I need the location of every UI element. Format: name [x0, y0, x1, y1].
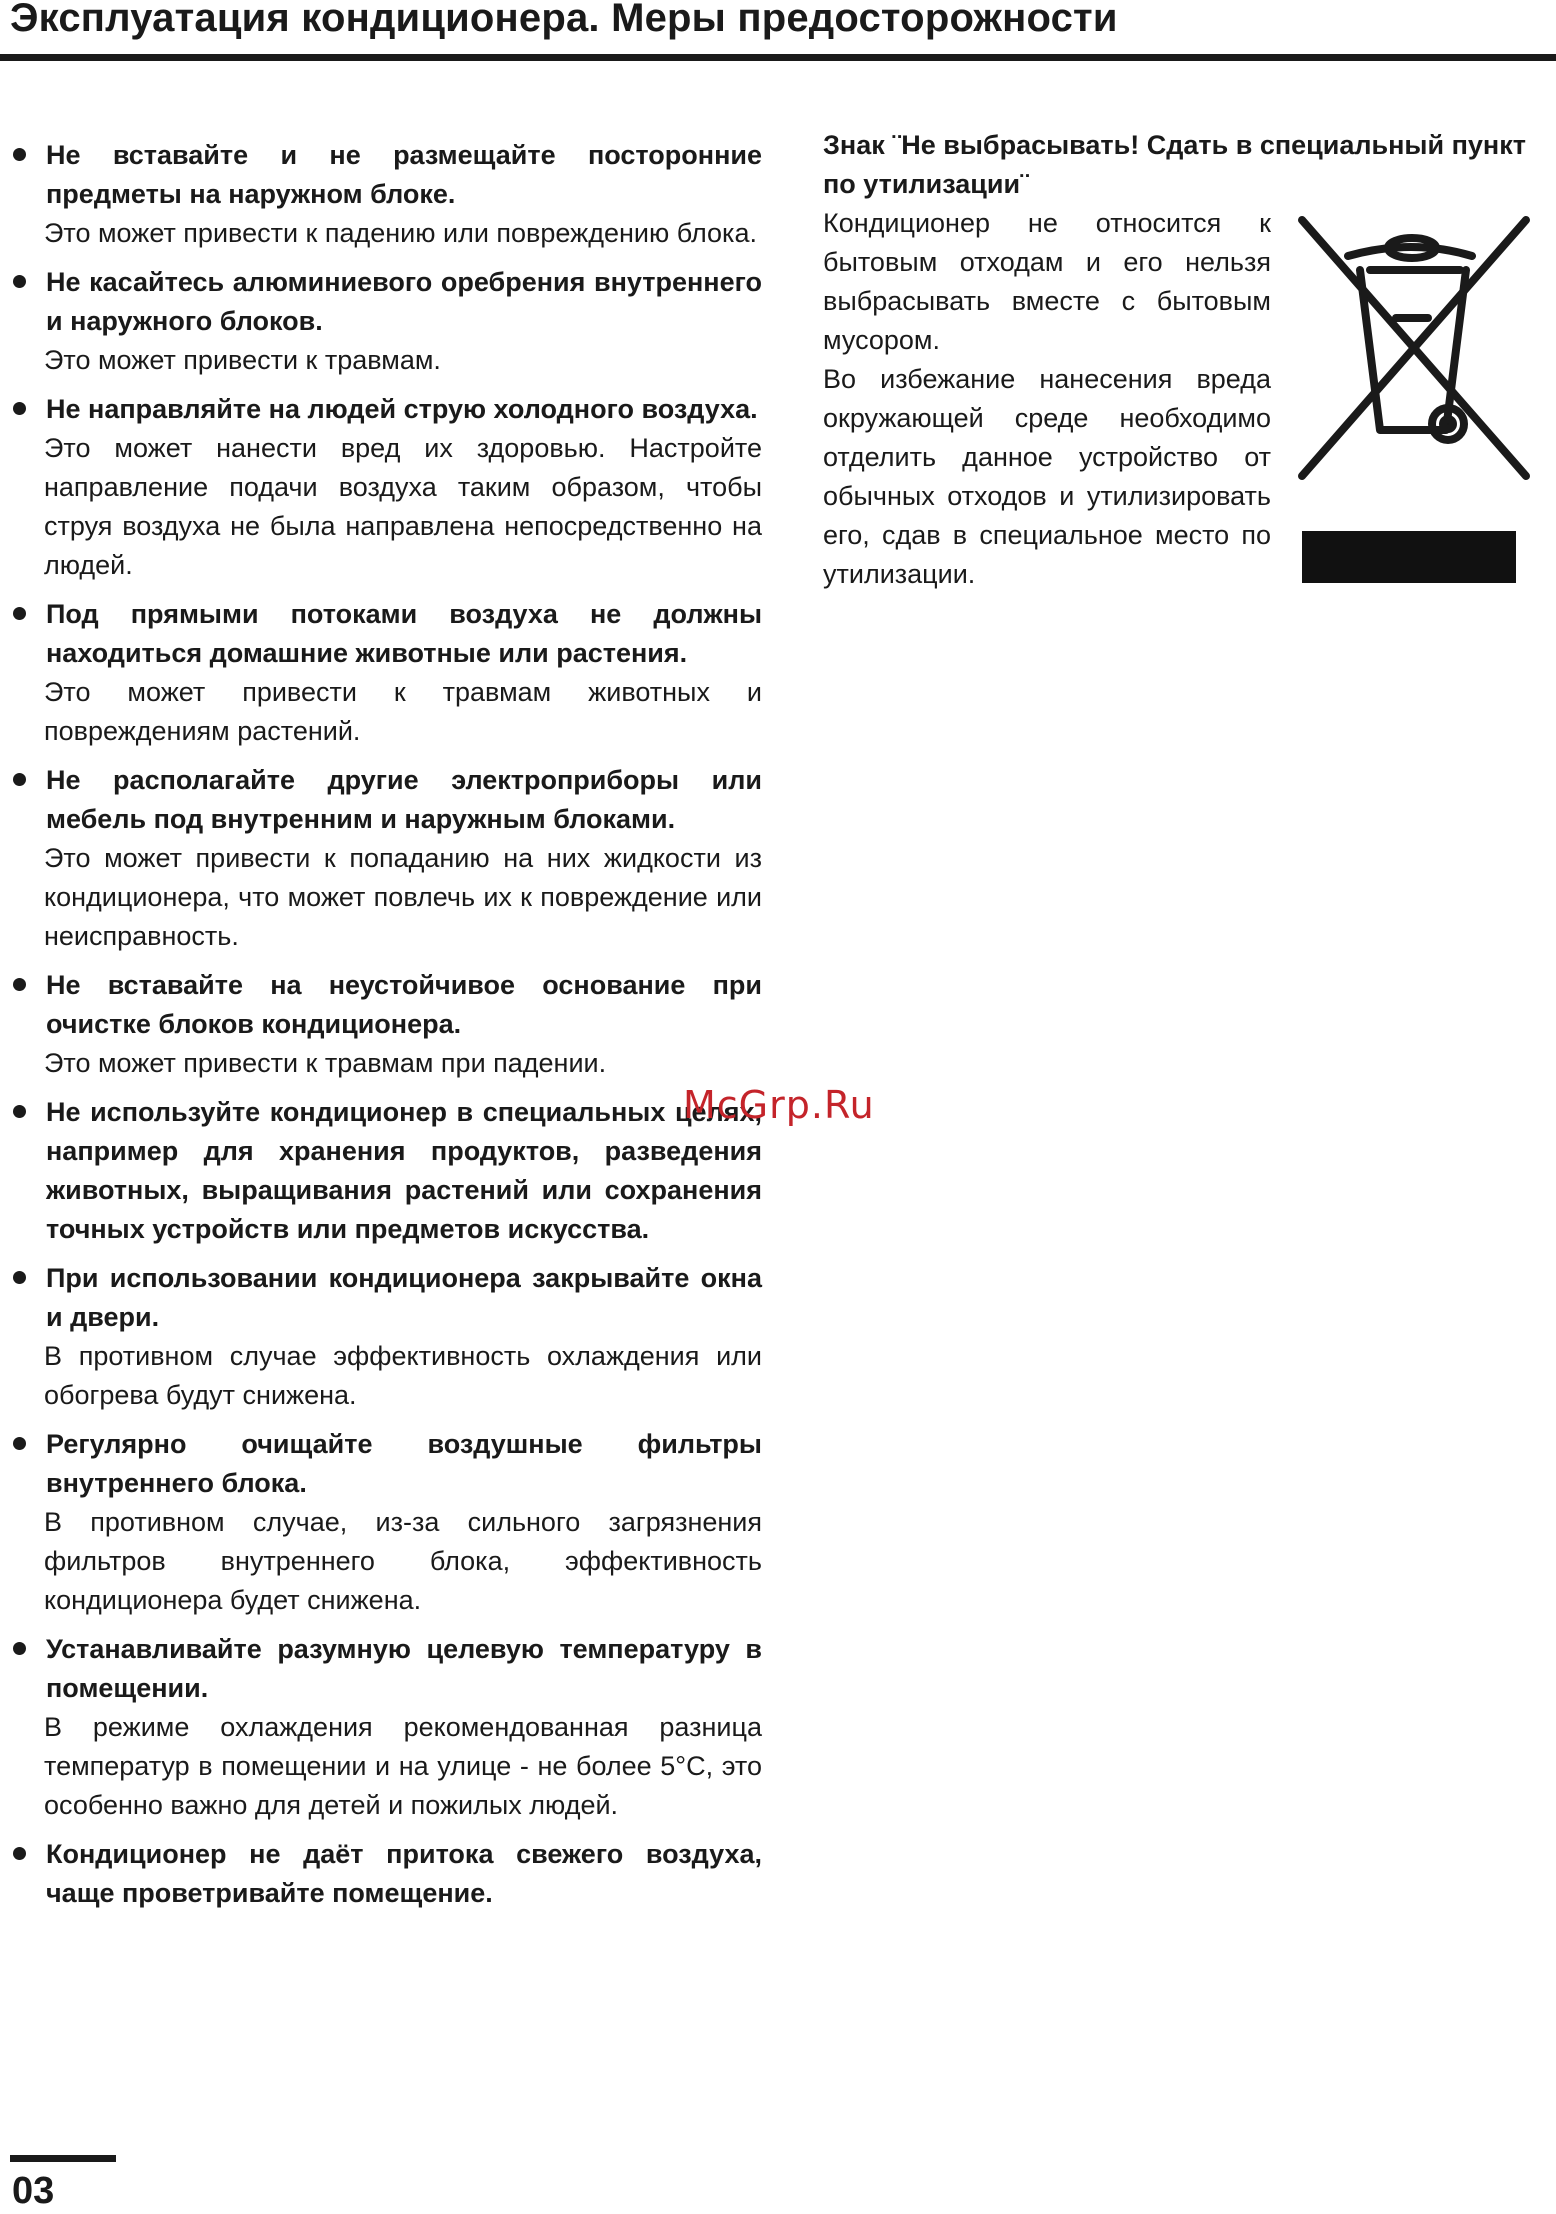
list-item: [10, 1425, 762, 1620]
item-text: В режиме охлаждения рекомендованная разница температур в помещении и на улице - не более 5°С, это особенно важно для детей и пожилых людей.: [44, 1712, 762, 1820]
title-divider: [0, 54, 1556, 61]
bullet-icon: [13, 607, 26, 620]
watermark: McGrp.Ru: [683, 1083, 875, 1127]
page-number: 03: [12, 2170, 55, 2212]
list-item: [10, 595, 762, 751]
bullet-icon: [13, 1105, 26, 1118]
list-item: [10, 390, 762, 585]
list-item: [10, 136, 762, 253]
bullet-icon: [13, 402, 26, 415]
item-text: В противном случае, из-за сильного загрязнения фильтров внутреннего блока, эффективность кондиционера будет снижена.: [44, 1507, 762, 1615]
item-heading: Не направляйте на людей струю холодного воздуха.: [46, 394, 758, 424]
list-item: [10, 1835, 762, 1913]
bullet-icon: [13, 148, 26, 161]
precautions-list: [10, 136, 762, 1923]
bullet-icon: [13, 978, 26, 991]
item-heading: Не вставайте и не размещайте посторонние предметы на наружном блоке.: [46, 140, 762, 209]
item-heading: Не используйте кондиционер в специальных целях, например для хранения продуктов, разведения животных, выращивания растений или сохранения точных устройств или предметов искусства.: [46, 1097, 762, 1244]
item-text: В противном случае эффективность охлаждения или обогрева будут снижена.: [44, 1341, 762, 1410]
item-heading: Кондиционер не даёт притока свежего воздуха, чаще проветривайте помещение.: [46, 1839, 762, 1908]
list-item: [10, 1093, 762, 1249]
crossed-out-bin-icon: [1296, 208, 1532, 486]
bullet-icon: [13, 773, 26, 786]
disposal-heading: Знак ¨Не выбрасывать! Сдать в специальный пункт по утилизации¨: [823, 130, 1526, 199]
disposal-paragraph: Кондиционер не относится к бытовым отходам и его нельзя выбрасывать вместе с бытовым мусором.: [823, 208, 1271, 355]
bullet-icon: [13, 1642, 26, 1655]
item-heading: Устанавливайте разумную целевую температуру в помещении.: [46, 1634, 762, 1703]
item-text: Это может привести к травмам животных и повреждениям растений.: [44, 677, 762, 746]
item-heading: Не располагайте другие электроприборы или мебель под внутренним и наружным блоками.: [46, 765, 762, 834]
bullet-icon: [13, 1271, 26, 1284]
item-text: Это может привести к травмам.: [44, 345, 441, 375]
bullet-icon: [13, 1847, 26, 1860]
footer-divider: [10, 2155, 116, 2162]
item-heading: При использовании кондиционера закрывайте окна и двери.: [46, 1263, 762, 1332]
list-item: [10, 966, 762, 1083]
page-title: Эксплуатация кондиционера. Меры предосторожности: [10, 0, 1118, 40]
item-text: Это может нанести вред их здоровью. Настройте направление подачи воздуха таким образом, чтобы струя воздуха не была направлена непосредственно на людей.: [44, 433, 762, 580]
list-item: [10, 1259, 762, 1415]
item-heading: Под прямыми потоками воздуха не должны находиться домашние животные или растения.: [46, 599, 762, 668]
disposal-paragraph: Во избежание нанесения вреда окружающей среде необходимо отделить данное устройство от обычных отходов и утилизировать его, сдав в специальное место по утилизации.: [823, 364, 1271, 589]
item-text: Это может привести к травмам при падении.: [44, 1048, 607, 1078]
item-heading: Не касайтесь алюминиевого оребрения внутреннего и наружного блоков.: [46, 267, 762, 336]
item-text: Это может привести к попаданию на них жидкости из кондиционера, что может повлечь их к повреждение или неисправность.: [44, 843, 762, 951]
bullet-icon: [13, 1437, 26, 1450]
list-item: [10, 761, 762, 956]
list-item: [10, 263, 762, 380]
item-text: Это может привести к падению или повреждению блока.: [44, 218, 757, 248]
bullet-icon: [13, 275, 26, 288]
item-heading: Регулярно очищайте воздушные фильтры внутреннего блока.: [46, 1429, 762, 1498]
disposal-body: [823, 204, 1271, 594]
list-item: [10, 1630, 762, 1825]
item-heading: Не вставайте на неустойчивое основание при очистке блоков кондиционера.: [46, 970, 762, 1039]
disposal-mark-bar: [1302, 531, 1516, 583]
